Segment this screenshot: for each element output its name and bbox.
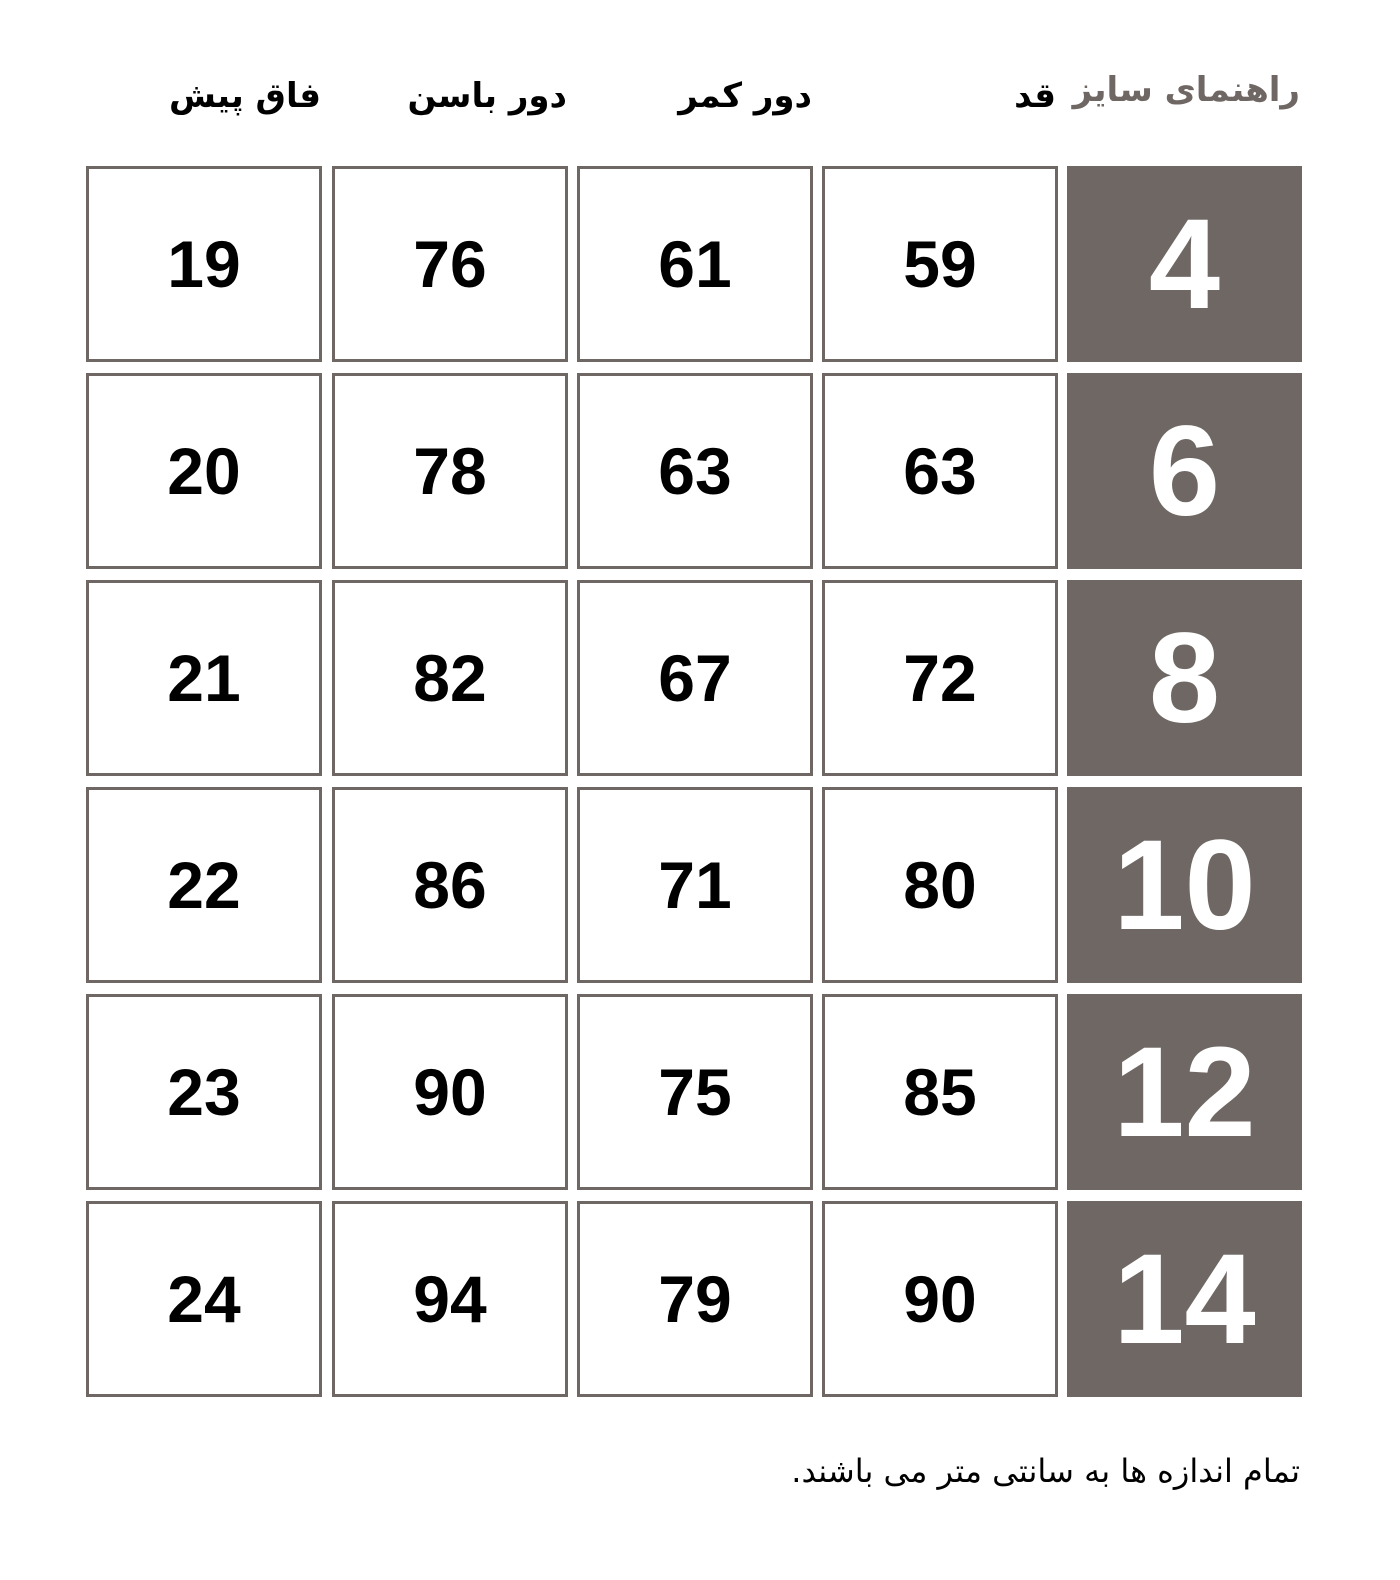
table-row — [86, 1201, 1302, 1397]
cell-value: 75 — [658, 1055, 732, 1129]
cell-front-rise — [86, 373, 322, 569]
column-header-hip: دور باسن — [407, 76, 567, 116]
size-label: 14 — [1113, 1227, 1256, 1371]
size-label: 4 — [1148, 192, 1221, 336]
cell-value: 20 — [167, 434, 241, 508]
cell-height — [822, 994, 1058, 1190]
size-label: 10 — [1113, 813, 1256, 957]
size-label-cell — [1067, 994, 1302, 1190]
cell-value: 23 — [167, 1055, 241, 1129]
cell-value: 61 — [658, 227, 732, 301]
cell-height — [822, 166, 1058, 362]
cell-value: 19 — [167, 227, 241, 301]
size-label-cell — [1067, 787, 1302, 983]
cell-value: 85 — [903, 1055, 977, 1129]
cell-hip — [332, 580, 568, 776]
cell-waist — [577, 166, 813, 362]
cell-height — [822, 787, 1058, 983]
cell-value: 63 — [658, 434, 732, 508]
size-label: 12 — [1113, 1020, 1256, 1164]
cell-value: 76 — [413, 227, 487, 301]
cell-front-rise — [86, 787, 322, 983]
column-header-front-rise: فاق پیش — [169, 76, 321, 116]
size-label: 6 — [1148, 399, 1221, 543]
cell-value: 80 — [903, 848, 977, 922]
cell-value: 24 — [167, 1262, 241, 1336]
table-row — [86, 994, 1302, 1190]
cell-height — [822, 373, 1058, 569]
cell-front-rise — [86, 994, 322, 1190]
size-label: 8 — [1148, 606, 1221, 750]
cell-value: 90 — [413, 1055, 487, 1129]
table-row — [86, 373, 1302, 569]
column-header-waist: دور کمر — [678, 76, 812, 116]
cell-height — [822, 580, 1058, 776]
cell-waist — [577, 994, 813, 1190]
size-label-cell — [1067, 580, 1302, 776]
column-header-height: قد — [1014, 76, 1056, 116]
cell-waist — [577, 787, 813, 983]
cell-height — [822, 1201, 1058, 1397]
cell-value: 94 — [413, 1262, 487, 1336]
cell-front-rise — [86, 1201, 322, 1397]
cell-value: 82 — [413, 641, 487, 715]
cell-value: 67 — [658, 641, 732, 715]
cell-value: 22 — [167, 848, 241, 922]
cell-front-rise — [86, 580, 322, 776]
size-guide-title: راهنمای سایز — [1072, 70, 1300, 110]
cell-value: 86 — [413, 848, 487, 922]
size-label-cell — [1067, 166, 1302, 362]
units-footnote: تمام اندازه ها به سانتی متر می باشند. — [791, 1452, 1300, 1490]
cell-waist — [577, 1201, 813, 1397]
size-label-cell — [1067, 1201, 1302, 1397]
cell-hip — [332, 787, 568, 983]
cell-hip — [332, 373, 568, 569]
cell-waist — [577, 580, 813, 776]
table-row — [86, 166, 1302, 362]
cell-hip — [332, 994, 568, 1190]
cell-value: 63 — [903, 434, 977, 508]
cell-value: 72 — [903, 641, 977, 715]
cell-value: 78 — [413, 434, 487, 508]
size-label-cell — [1067, 373, 1302, 569]
cell-value: 79 — [658, 1262, 732, 1336]
cell-value: 59 — [903, 227, 977, 301]
cell-value: 90 — [903, 1262, 977, 1336]
table-row — [86, 580, 1302, 776]
cell-waist — [577, 373, 813, 569]
cell-front-rise — [86, 166, 322, 362]
cell-value: 21 — [167, 641, 241, 715]
table-row — [86, 787, 1302, 983]
cell-value: 71 — [658, 848, 732, 922]
cell-hip — [332, 1201, 568, 1397]
cell-hip — [332, 166, 568, 362]
